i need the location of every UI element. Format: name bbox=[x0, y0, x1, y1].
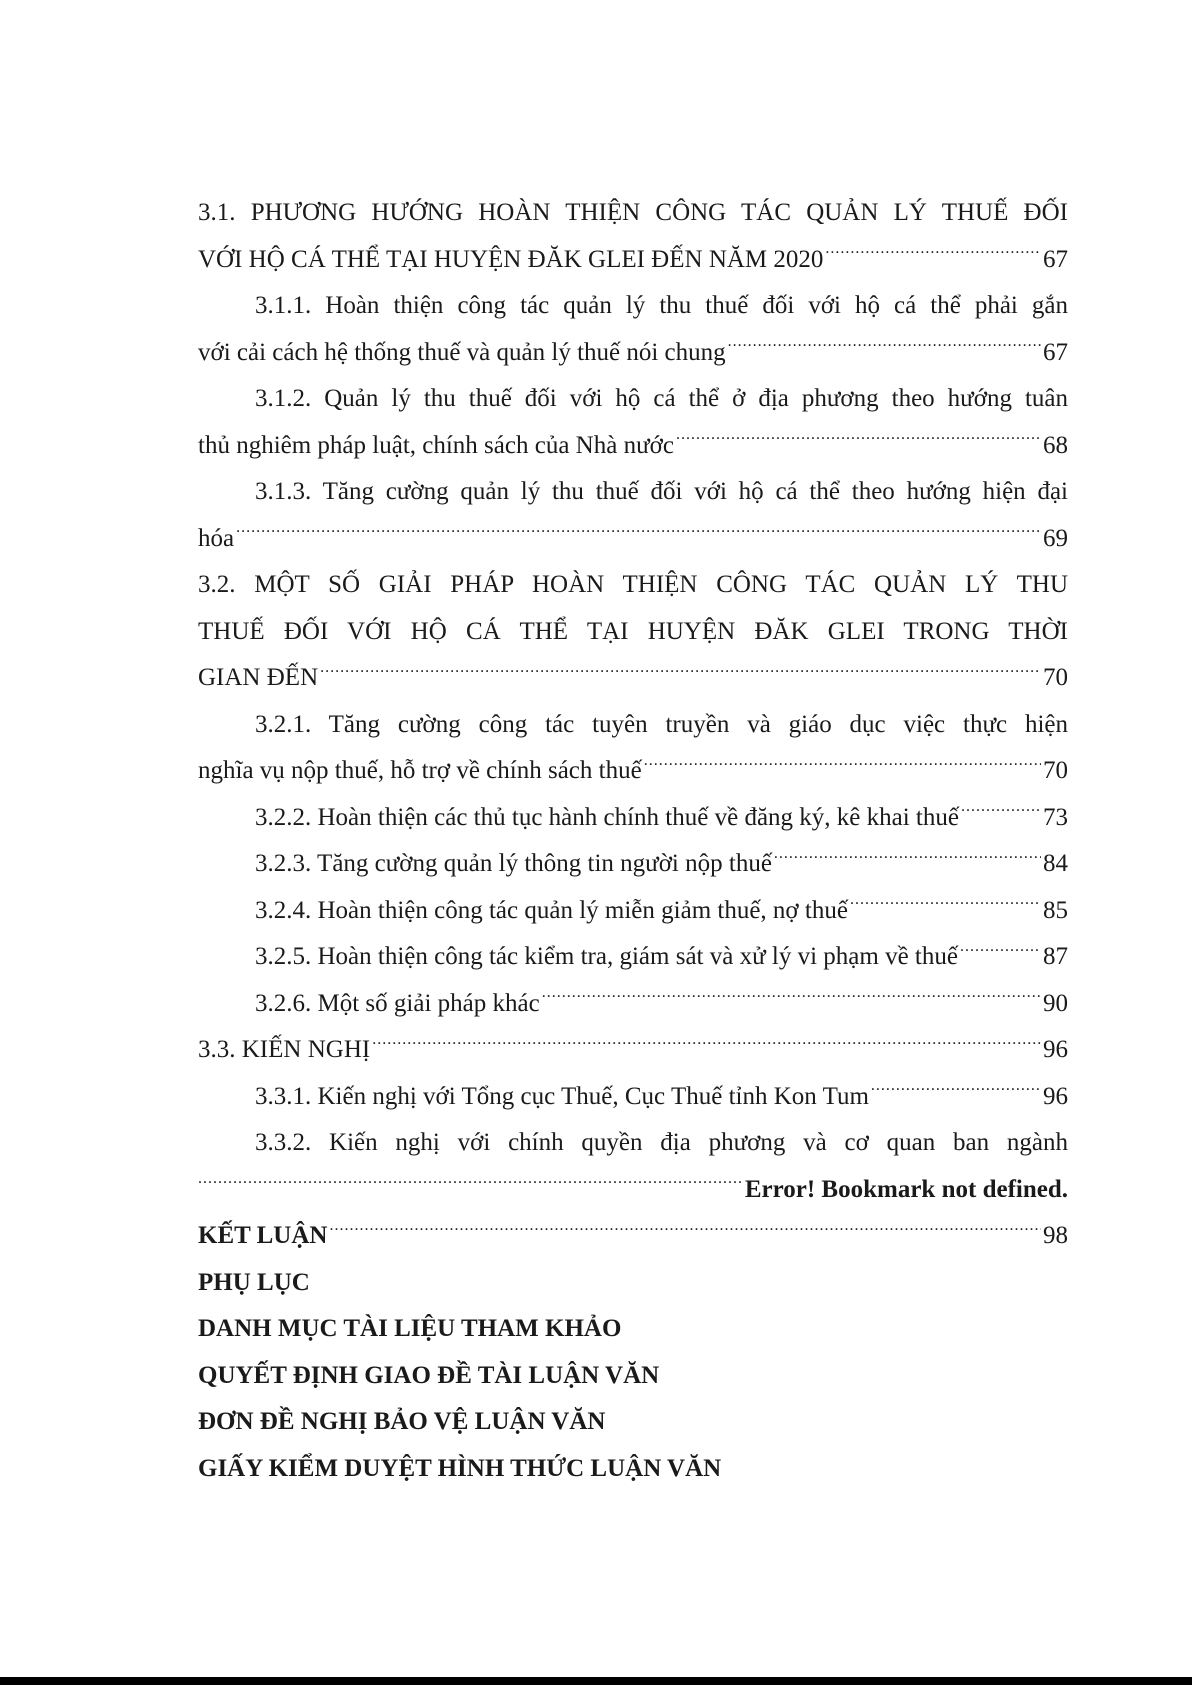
toc-entry-3-2-line2: THUẾ ĐỐI VỚI HỘ CÁ THỂ TẠI HUYỆN ĐĂK GLEI TRONG THỜI bbox=[198, 617, 1068, 645]
toc-entry-text: 3.3.1. Kiến nghị với Tổng cục Thuế, Cục Thuế tỉnh Kon Tum bbox=[255, 1082, 869, 1110]
toc-entry-quyet-dinh bbox=[198, 1353, 1068, 1400]
dot-leader bbox=[372, 1032, 1041, 1057]
toc-entry-3-1-line2 bbox=[198, 237, 1068, 284]
toc-entry-3-1-1-line2 bbox=[198, 330, 1068, 377]
toc-entry-3-3-2-line1: 3.3.2. Kiến nghị với chính quyền địa phương và cơ quan ban ngành bbox=[255, 1129, 1068, 1156]
toc-entry-3-3-1 bbox=[198, 1074, 1068, 1121]
toc-entry-phu-luc bbox=[198, 1260, 1068, 1307]
toc-entry-text: nghĩa vụ nộp thuế, hỗ trợ về chính sách thuế bbox=[198, 757, 642, 784]
toc-entry-3-3 bbox=[198, 1027, 1068, 1074]
toc-page-number: 96 bbox=[1043, 1036, 1068, 1063]
toc-entry-3-3-2-line2 bbox=[198, 1167, 1068, 1214]
dot-leader bbox=[320, 660, 1041, 685]
toc-entry-text: 3.2.3. Tăng cường quản lý thông tin người nộp thuế bbox=[255, 850, 772, 877]
dot-leader bbox=[850, 893, 1041, 918]
toc-entry-3-1-2-line1: 3.1.2. Quản lý thu thuế đối với hộ cá thể ở địa phương theo hướng tuân bbox=[255, 385, 1068, 412]
toc-entry-text: hóa bbox=[198, 524, 235, 552]
toc-entry-don-de-nghi bbox=[198, 1399, 1068, 1446]
toc-entry-text: 3.2.4. Hoàn thiện công tác quản lý miễn giảm thuế, nợ thuế bbox=[255, 896, 848, 924]
dot-leader bbox=[961, 800, 1041, 825]
toc-entry-giay-kiem-duyet bbox=[198, 1446, 1068, 1493]
toc-entry-text: VỚI HỘ CÁ THỂ TẠI HUYỆN ĐĂK GLEI ĐẾN NĂM 2020 bbox=[198, 245, 824, 273]
toc-page-number: 85 bbox=[1043, 896, 1068, 924]
toc-entry-text: 3.2.6. Một số giải pháp khác bbox=[255, 989, 540, 1017]
toc-entry-3-2-4 bbox=[198, 888, 1068, 935]
toc-entry-text: 3.2.5. Hoàn thiện công tác kiểm tra, giám sát và xử lý vi phạm về thuế bbox=[255, 943, 958, 970]
toc-page-number: 84 bbox=[1043, 850, 1068, 877]
bookmark-error-text: Error! Bookmark not defined. bbox=[744, 1175, 1068, 1203]
toc-page-number: 67 bbox=[1043, 245, 1068, 273]
toc-page-number: 70 bbox=[1043, 664, 1068, 691]
toc-entry-text: PHỤ LỤC bbox=[198, 1268, 310, 1296]
toc-entry-text: thủ nghiêm pháp luật, chính sách của Nhà nước bbox=[198, 431, 674, 459]
dot-leader bbox=[774, 846, 1041, 871]
dot-leader bbox=[960, 939, 1041, 964]
toc-entry-3-2-line3 bbox=[198, 655, 1068, 702]
toc-page-number: 98 bbox=[1043, 1222, 1068, 1249]
dot-leader bbox=[728, 335, 1041, 360]
toc-entry-text: 3.3. KIẾN NGHỊ bbox=[198, 1036, 371, 1063]
dot-leader bbox=[825, 242, 1041, 267]
toc-entry-text: QUYẾT ĐỊNH GIAO ĐỀ TÀI LUẬN VĂN bbox=[198, 1361, 660, 1389]
toc-entry-3-2-2 bbox=[198, 795, 1068, 842]
toc-page-number: 69 bbox=[1043, 524, 1068, 552]
toc-entry-3-2-1-line1: 3.2.1. Tăng cường công tác tuyên truyền và giáo dục việc thực hiện bbox=[255, 710, 1068, 738]
dot-leader bbox=[542, 986, 1041, 1011]
toc-entry-text: ĐƠN ĐỀ NGHỊ BẢO VỆ LUẬN VĂN bbox=[198, 1408, 606, 1435]
dot-leader bbox=[644, 753, 1041, 778]
dot-leader bbox=[329, 1218, 1041, 1243]
toc-entry-3-2-3 bbox=[198, 841, 1068, 888]
toc-page-number: 90 bbox=[1043, 989, 1068, 1017]
dot-leader bbox=[236, 521, 1041, 546]
dot-leader bbox=[871, 1079, 1041, 1104]
toc-page-number: 67 bbox=[1043, 338, 1068, 366]
table-of-contents bbox=[198, 190, 1068, 1492]
toc-entry-3-2-line1: 3.2. MỘT SỐ GIẢI PHÁP HOÀN THIỆN CÔNG TÁC QUẢN LÝ THU bbox=[198, 571, 1068, 598]
toc-page-number: 87 bbox=[1043, 943, 1068, 970]
toc-page-number: 73 bbox=[1043, 803, 1068, 831]
dot-leader bbox=[198, 1172, 743, 1197]
toc-entry-3-1-1-line1: 3.1.1. Hoàn thiện công tác quản lý thu thuế đối với hộ cá thể phải gắn bbox=[255, 292, 1068, 319]
bottom-border bbox=[0, 1677, 1192, 1685]
toc-entry-3-1-2-line2 bbox=[198, 423, 1068, 470]
toc-entry-ket-luan bbox=[198, 1213, 1068, 1260]
toc-entry-danh-muc bbox=[198, 1306, 1068, 1353]
toc-entry-text: GIẤY KIỂM DUYỆT HÌNH THỨC LUẬN VĂN bbox=[198, 1454, 722, 1482]
toc-page-number: 68 bbox=[1043, 431, 1068, 459]
toc-entry-3-1-3-line1: 3.1.3. Tăng cường quản lý thu thuế đối với hộ cá thể theo hướng hiện đại bbox=[255, 478, 1068, 505]
toc-entry-text: DANH MỤC TÀI LIỆU THAM KHẢO bbox=[198, 1315, 622, 1342]
toc-page-number: 70 bbox=[1043, 757, 1068, 784]
toc-entry-text: 3.2.2. Hoàn thiện các thủ tục hành chính thuế về đăng ký, kê khai thuế bbox=[255, 803, 959, 831]
dot-leader bbox=[676, 428, 1041, 453]
toc-entry-3-2-6 bbox=[198, 981, 1068, 1028]
toc-page-number: 96 bbox=[1043, 1082, 1068, 1110]
toc-entry-text: KẾT LUẬN bbox=[198, 1222, 328, 1249]
toc-entry-3-2-5 bbox=[198, 934, 1068, 981]
toc-entry-3-1-line1: 3.1. PHƯƠNG HƯỚNG HOÀN THIỆN CÔNG TÁC QUẢN LÝ THUẾ ĐỐI bbox=[198, 199, 1068, 226]
toc-entry-3-1-3-line2 bbox=[198, 516, 1068, 563]
toc-entry-3-2-1-line2 bbox=[198, 748, 1068, 795]
toc-entry-text: GIAN ĐẾN bbox=[198, 664, 319, 691]
toc-entry-text: với cải cách hệ thống thuế và quản lý thuế nói chung bbox=[198, 338, 726, 366]
